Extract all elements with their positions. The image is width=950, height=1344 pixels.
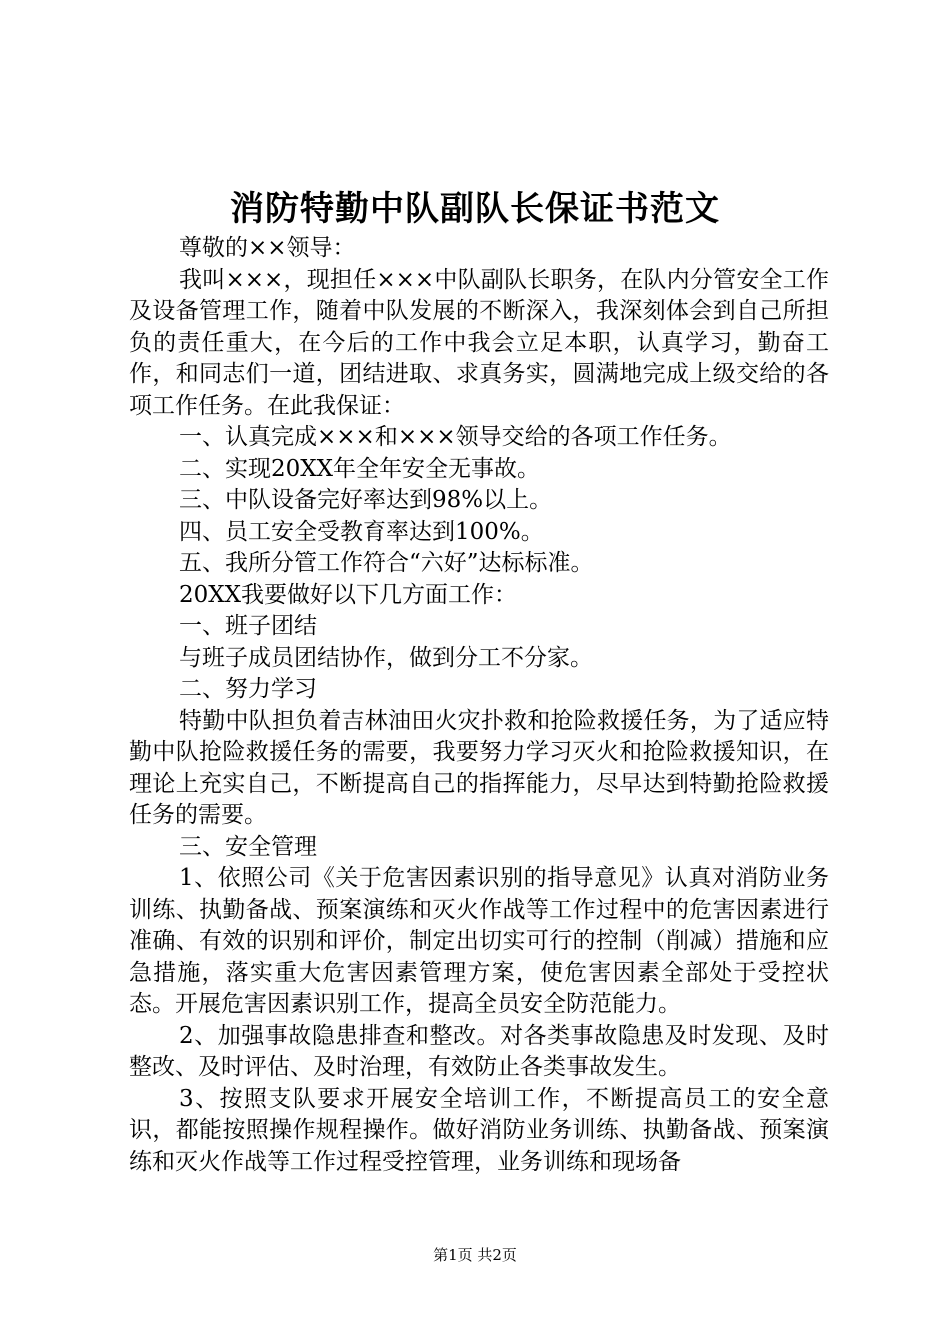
pledge-item-2: 二、实现20XX年全年安全无事故。: [179, 455, 541, 482]
pledge-item-3: 三、中队设备完好率达到98%以上。: [179, 487, 553, 513]
section-heading-safety: 三、安全管理: [179, 833, 317, 860]
section-heading-study: 二、努力学习: [179, 676, 317, 702]
document-title: 消防特勤中队副队长保证书范文: [230, 189, 720, 229]
work-plan-intro: 20XX我要做好以下几方面工作：: [179, 581, 518, 608]
study-paragraph: 特勤中队担负着吉林油田火灾扑救和抢险救援任务，为了适应特勤中队抢险救援任务的需要，我要努力学习灭火和抢险救援知识，在理论上充实自己，不断提高自己的指挥能力，尽早达到特勤抢险救援任务的需要。: [129, 707, 829, 828]
pledge-item-4: 四、员工安全受教育率达到100%。: [179, 518, 544, 545]
page-number: 第1页 共2页: [433, 1246, 517, 1264]
section-heading-unity: 一、班子团结: [179, 613, 317, 639]
salutation: 尊敬的××领导：: [179, 235, 356, 261]
document-body: [129, 233, 829, 1178]
safety-paragraph-1: 1、依照公司《关于危害因素识别的指导意见》认真对消防业务训练、执勤备战、预案演练和灭火作战等工作过程中的危害因素进行准确、有效的识别和评价，制定出切实可行的控制（削减）措施和应急措施，落实重大危害因素管理方案，使危害因素全部处于受控状态。开展危害因素识别工作，提高全员安全防范能力。: [129, 865, 829, 1017]
unity-paragraph: 与班子成员团结协作，做到分工不分家。: [179, 644, 593, 671]
pledge-item-5: 五、我所分管工作符合“六好”达标标准。: [179, 550, 594, 576]
safety-paragraph-2: 2、加强事故隐患排查和整改。对各类事故隐患及时发现、及时整改、及时评估、及时治理，有效防止各类事故发生。: [129, 1022, 829, 1080]
intro-paragraph: 我叫×××，现担任×××中队副队长职务，在队内分管安全工作及设备管理工作，随着中队发展的不断深入，我深刻体会到自己所担负的责任重大，在今后的工作中我会立足本职，认真学习，勤奋工作，和同志们一道，团结进取、求真务实，圆满地完成上级交给的各项工作任务。在此我保证：: [129, 266, 829, 419]
safety-paragraph-3: 3、按照支队要求开展安全培训工作，不断提高员工的安全意识，都能按照操作规程操作。做好消防业务训练、执勤备战、预案演练和灭火作战等工作过程受控管理，业务训练和现场备: [129, 1085, 829, 1175]
pledge-item-1: 一、认真完成×××和×××领导交给的各项工作任务。: [179, 424, 732, 450]
